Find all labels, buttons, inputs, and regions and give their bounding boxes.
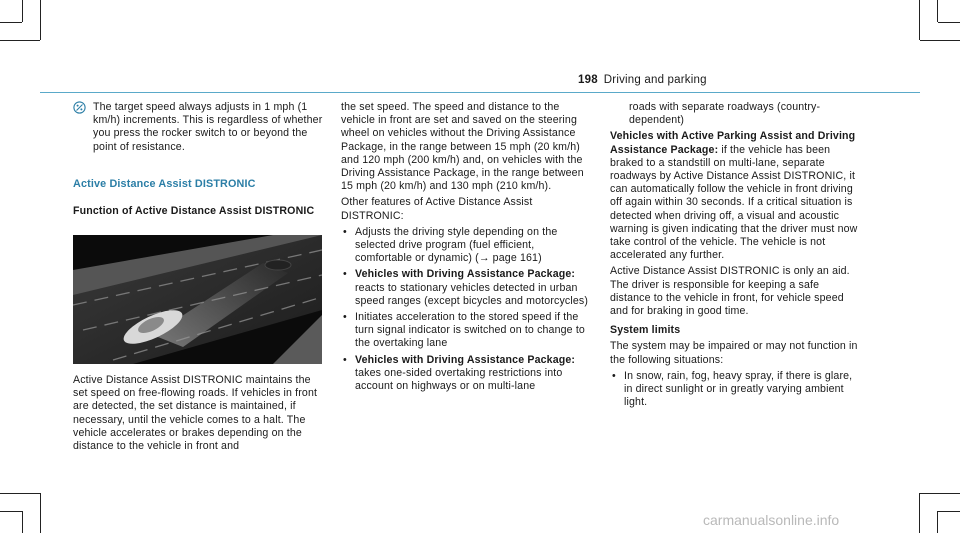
crop-mark [0,22,22,23]
crop-mark [40,0,41,40]
crop-mark [919,493,920,533]
crop-mark [920,493,960,494]
note-text: The target speed always adjusts in 1 mph (1 km/h) increments. This is regardless of whether you press the rocker switch to or beyond the point of resistance. [93,101,323,153]
crop-mark [938,511,960,512]
sub-heading: Function of Active Distance Assist DISTRONIC [73,205,315,218]
column-3 [610,101,860,409]
column-1 [73,101,323,218]
speed-paragraph: the set speed. The speed and distance to the vehicle in front are set and saved on the steering wheel on vehicles without the Driving Assistance Package, in the range between 15 mph (20 km/h) and 120 mph (200 km/h) and, on vehicles with the Driving Assistance Package, in the range between 15 mph (20 km/h) and 130 mph (210 km/h). [341,101,584,193]
crop-mark [22,0,23,22]
list-item: • Initiates acceleration to the stored speed if the turn signal indicator is switched on to change to the overtaking lane [341,311,593,351]
column-1-lower [73,374,323,453]
highway-scene-graphic [73,235,322,364]
list-item: • Adjusts the driving style depending on the selected drive program (fuel efficient, comfortable or dynamic) (→ page 161) [341,226,593,266]
note-block [73,101,323,154]
list-item: • Vehicles with Driving Assistance Package: reacts to stationary vehicles detected in urban speed ranges (except bicycles and motorcycles) [341,268,593,308]
crop-mark [938,22,960,23]
limits-intro: The system may be impaired or may not function in the following situations: [610,340,858,366]
page-number: 198 [578,74,598,86]
header-divider [40,92,920,93]
crop-mark [937,0,938,22]
features-intro: Other features of Active Distance Assist DISTRONIC: [341,196,533,222]
watermark: carmanualsonline.info [703,512,840,528]
crop-mark [0,493,40,494]
crop-mark [937,511,938,533]
crop-mark [22,511,23,533]
crop-mark [919,0,920,40]
crop-mark [0,511,22,512]
crop-mark [920,40,960,41]
crop-mark [0,40,40,41]
list-item: • In snow, rain, fog, heavy spray, if there is glare, in direct sunlight or in greatly varying ambient light. [610,370,860,410]
continued-text: roads with separate roadways (country-dependent) [629,101,821,127]
info-note-icon [73,101,86,114]
section-heading: Active Distance Assist DISTRONIC [73,177,256,190]
crop-mark [40,493,41,533]
section-title: Driving and parking [603,74,707,86]
column-2 [341,101,593,393]
aid-paragraph: Active Distance Assist DISTRONIC is only an aid. The driver is responsible for keeping a safe distance to the vehicle in front, for vehicle speed and for braking in good time. [610,265,850,318]
list-item: • Vehicles with Driving Assistance Package: takes one-sided overtaking restrictions into account on highways or on multi-lane [341,354,593,394]
distronic-illustration [73,235,322,364]
system-limits-heading: System limits [610,324,681,337]
stop-go-paragraph: Vehicles with Active Parking Assist and Driving Assistance Package: if the vehicle has been braked to a standstill on multi-lane, separate roadways by Active Distance Assist DISTRONIC, it can automatically follow the vehicle in front driving off again within 30 seconds. If a critical situation is detected when driving off, a visual and acoustic warning is given indicating that the driver must now take control of the vehicle. The vehicle is not accelerated any further. [610,130,858,262]
page-header [578,74,707,86]
function-paragraph: Active Distance Assist DISTRONIC maintains the set speed on free-flowing roads. If vehicles in front are detected, the set distance is maintained, if necessary, until the vehicle comes to a halt. The vehicle accelerates or brakes depending on the distance to the vehicle in front and [73,374,318,453]
